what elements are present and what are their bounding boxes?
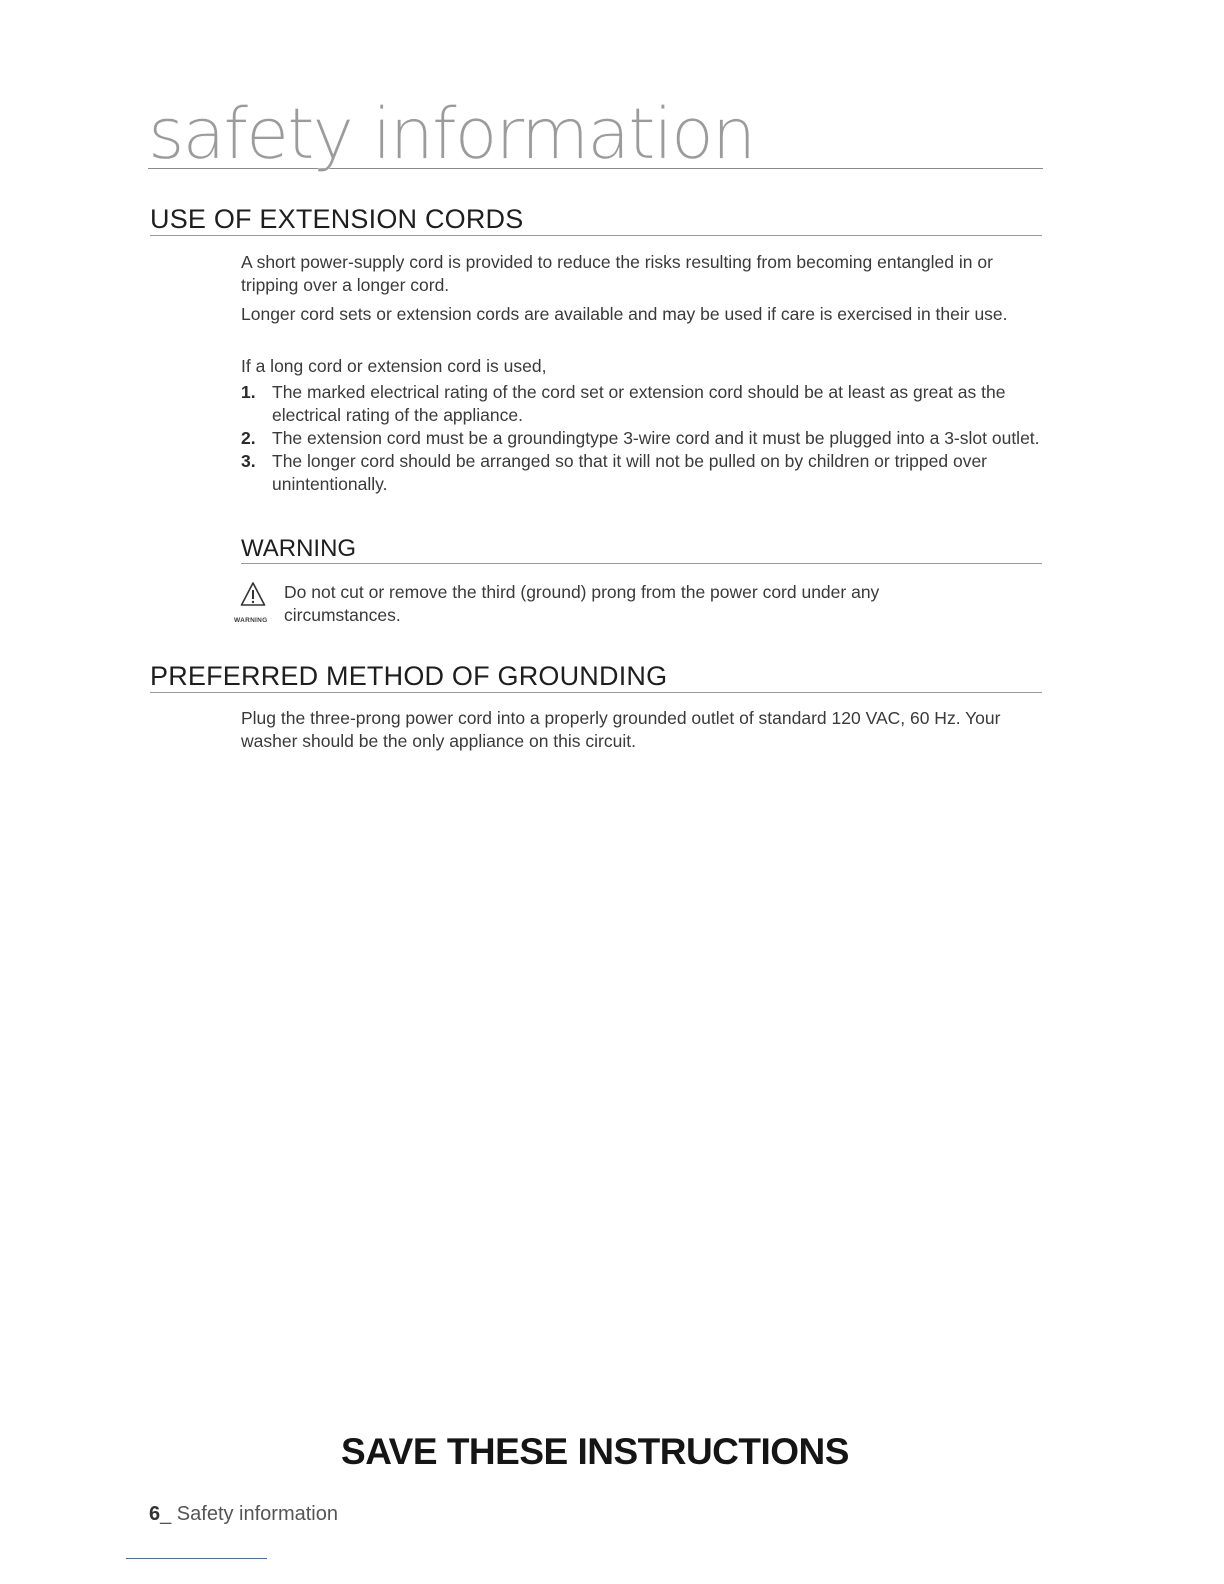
page-number: 6: [149, 1503, 161, 1525]
list-item: [241, 381, 1041, 427]
footer-label: _ Safety information: [160, 1503, 338, 1525]
warning-triangle-icon: [240, 581, 266, 607]
list-item-number: 1.: [241, 382, 256, 402]
heading-grounding: PREFERRED METHOD OF GROUNDING: [150, 661, 1042, 693]
extension-para-2: Longer cord sets or extension cords are available and may be used if care is exercised in their use.: [241, 304, 1008, 324]
list-item-text: The extension cord must be a groundingtype 3-wire cord and it must be plugged into a 3-slot outlet.: [272, 428, 1040, 448]
list-item: [241, 427, 1041, 450]
extension-para-1: A short power-supply cord is provided to reduce the risks resulting from becoming entangled in or tripping over a longer cord.: [241, 252, 993, 295]
warning-text: Do not cut or remove the third (ground) prong from the power cord under any circumstances.: [284, 582, 880, 625]
extension-para-3: If a long cord or extension cord is used,: [241, 356, 547, 376]
extension-requirements-list: [241, 381, 1041, 496]
warning-notice: [232, 581, 1042, 631]
warning-icon-caption: WARNING: [234, 617, 268, 624]
list-item: [241, 450, 1041, 496]
page-title: safety information: [148, 100, 1043, 169]
list-item-number: 3.: [241, 451, 256, 471]
grounding-para: Plug the three-prong power cord into a properly grounded outlet of standard 120 VAC, 60 Hz. Your washer should be the only appliance on this circuit.: [241, 708, 1001, 751]
heading-extension-cords: USE OF EXTENSION CORDS: [150, 204, 1042, 236]
list-item-text: The longer cord should be arranged so that it will not be pulled on by children or tripped over unintentionally.: [272, 451, 988, 494]
save-instructions-banner: SAVE THESE INSTRUCTIONS: [341, 1431, 849, 1472]
bottom-divider: [126, 1558, 267, 1559]
list-item-number: 2.: [241, 428, 256, 448]
page-footer: [149, 1503, 338, 1526]
list-item-text: The marked electrical rating of the cord set or extension cord should be at least as great as the electrical rating of the appliance.: [272, 382, 1006, 425]
heading-warning: WARNING: [241, 535, 1042, 564]
